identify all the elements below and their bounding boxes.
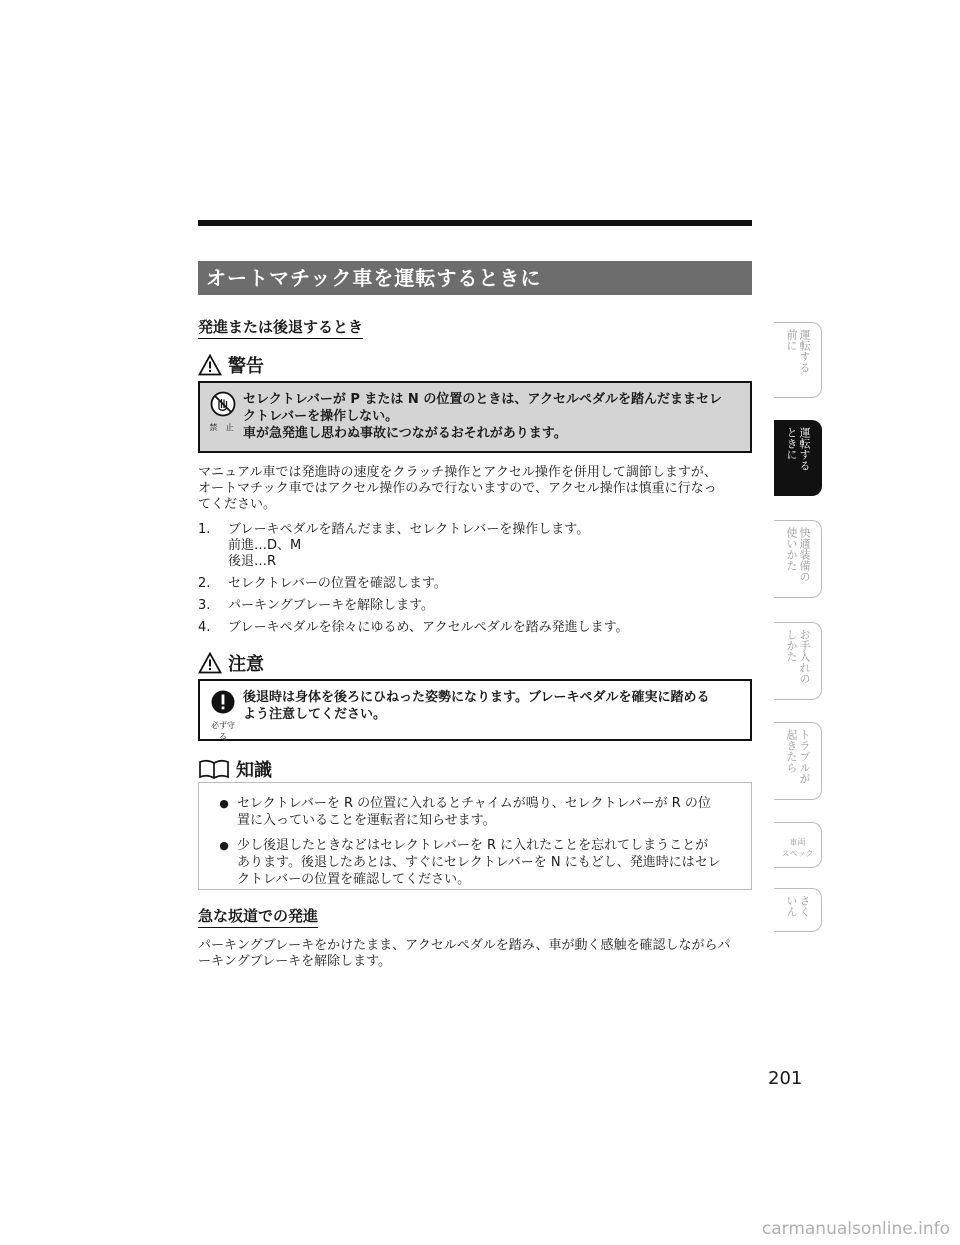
mandatory-symbol	[208, 689, 238, 742]
caution-text	[243, 689, 742, 723]
tab-label: さく	[798, 895, 811, 917]
knowledge-item	[211, 837, 739, 888]
step-subitem: 前進…D、M	[228, 538, 302, 553]
intro-line: オートマチック車ではアクセル操作のみで行ないますので、アクセル操作は慎重に行なっ	[198, 481, 717, 496]
step-text: ブレーキペダルを踏んだまま、セレクトレバーを操作します。	[228, 522, 590, 537]
bullet-icon: ●	[219, 797, 229, 810]
tab-label: 車両	[789, 838, 806, 847]
warning-heading	[198, 352, 264, 378]
step-number: 3.	[198, 598, 211, 613]
mandatory-exclamation-icon	[210, 689, 236, 715]
tab-label: スペック	[781, 849, 814, 858]
tab-vehicle-specs[interactable]	[774, 822, 822, 868]
tab-label: トラブルが	[798, 729, 811, 784]
step-item	[198, 576, 752, 592]
book-icon	[198, 758, 230, 780]
caution-triangle-icon	[198, 652, 222, 674]
warning-text	[243, 391, 742, 442]
step-number: 1.	[198, 522, 211, 537]
caution-heading	[198, 650, 264, 676]
top-rule	[198, 220, 752, 226]
tab-index[interactable]	[774, 888, 822, 932]
caution-label: 注意	[228, 654, 264, 675]
tab-label: 前に	[785, 329, 798, 351]
tab-before-driving[interactable]	[774, 322, 822, 398]
step-number: 4.	[198, 620, 211, 635]
tab-label: お手入れの	[798, 629, 811, 684]
bullet-icon: ●	[219, 839, 229, 852]
warning-label: 警告	[228, 356, 264, 377]
step-item	[198, 598, 752, 614]
tab-label: 快適装備の	[798, 527, 811, 582]
mandatory-caption: 必ず守る	[211, 721, 235, 741]
tab-label: 運転する	[798, 329, 811, 373]
step-item	[198, 620, 752, 636]
step-item	[198, 522, 752, 570]
warning-line: 車が急発進し思わぬ事故につながるおそれがあります。	[243, 426, 567, 441]
subheading-start-reverse: 発進または後退するとき	[198, 318, 363, 339]
tab-troubleshooting[interactable]	[774, 722, 822, 800]
tab-maintenance[interactable]	[774, 622, 822, 700]
knowledge-item	[211, 795, 739, 829]
prohibited-hand-icon	[210, 391, 236, 417]
step-subitem: 後退…R	[228, 554, 277, 569]
intro-line: てください。	[198, 497, 277, 512]
subheading-slope-start: 急な坂道での発進	[198, 907, 318, 928]
tab-label: 使いかた	[785, 527, 798, 571]
warning-line: クトレバーを操作しない。	[243, 409, 399, 424]
step-number: 2.	[198, 576, 211, 591]
knowledge-line: あります。後退したあとは、すぐにセレクトレバーを N にもどし、発進時にはセレ	[237, 855, 721, 870]
knowledge-line: 少し後退したときなどはセレクトレバーを R に入れたことを忘れてしまうことが	[237, 838, 709, 853]
knowledge-box	[198, 782, 752, 890]
prohibition-caption: 禁 止	[209, 423, 237, 432]
section-title: オートマチック車を運転するときに	[198, 261, 752, 295]
warning-box	[198, 381, 752, 453]
step-text: ブレーキペダルを徐々にゆるめ、アクセルペダルを踏み発進します。	[228, 620, 629, 635]
prohibition-symbol	[208, 391, 238, 433]
knowledge-heading	[198, 756, 272, 782]
tab-label: しかた	[785, 629, 798, 662]
step-text: セレクトレバーの位置を確認します。	[228, 576, 447, 591]
step-text: パーキングブレーキを解除します。	[228, 598, 435, 613]
warning-triangle-icon	[198, 354, 222, 376]
knowledge-line: セレクトレバーを R の位置に入れるとチャイムが鳴り、セレクトレバーが R の位	[237, 796, 711, 811]
tab-label: いん	[785, 895, 798, 917]
knowledge-label: 知識	[236, 760, 272, 781]
page-number: 201	[768, 1068, 803, 1089]
tab-while-driving[interactable]	[774, 420, 822, 496]
watermark: carmanualsonline.info	[761, 1219, 950, 1239]
slope-line: パーキングブレーキをかけたまま、アクセルペダルを踏み、車が動く感触を確認しながらパ	[198, 938, 731, 953]
tab-label: 起きたら	[785, 729, 798, 773]
tab-label: 運転する	[798, 427, 811, 471]
warning-line: セレクトレバーが P または N の位置のときは、アクセルペダルを踏んだままセレ	[243, 392, 722, 407]
caution-line: よう注意してください。	[243, 707, 387, 722]
caution-box	[198, 679, 752, 741]
slope-paragraph	[198, 938, 752, 970]
steps-list	[198, 522, 752, 642]
tab-comfort-features[interactable]	[774, 520, 822, 598]
tab-label: ときに	[785, 427, 798, 460]
intro-line: マニュアル車では発進時の速度をクラッチ操作とアクセル操作を併用して調節しますが、	[198, 465, 717, 480]
slope-line: ーキングブレーキを解除します。	[198, 954, 392, 969]
caution-line: 後退時は身体を後ろにひねった姿勢になります。ブレーキペダルを確実に踏める	[243, 690, 710, 705]
intro-paragraph	[198, 465, 752, 513]
knowledge-line: 置に入っていることを運転者に知らせます。	[237, 813, 496, 828]
knowledge-line: クトレバーの位置を確認してください。	[237, 872, 471, 887]
